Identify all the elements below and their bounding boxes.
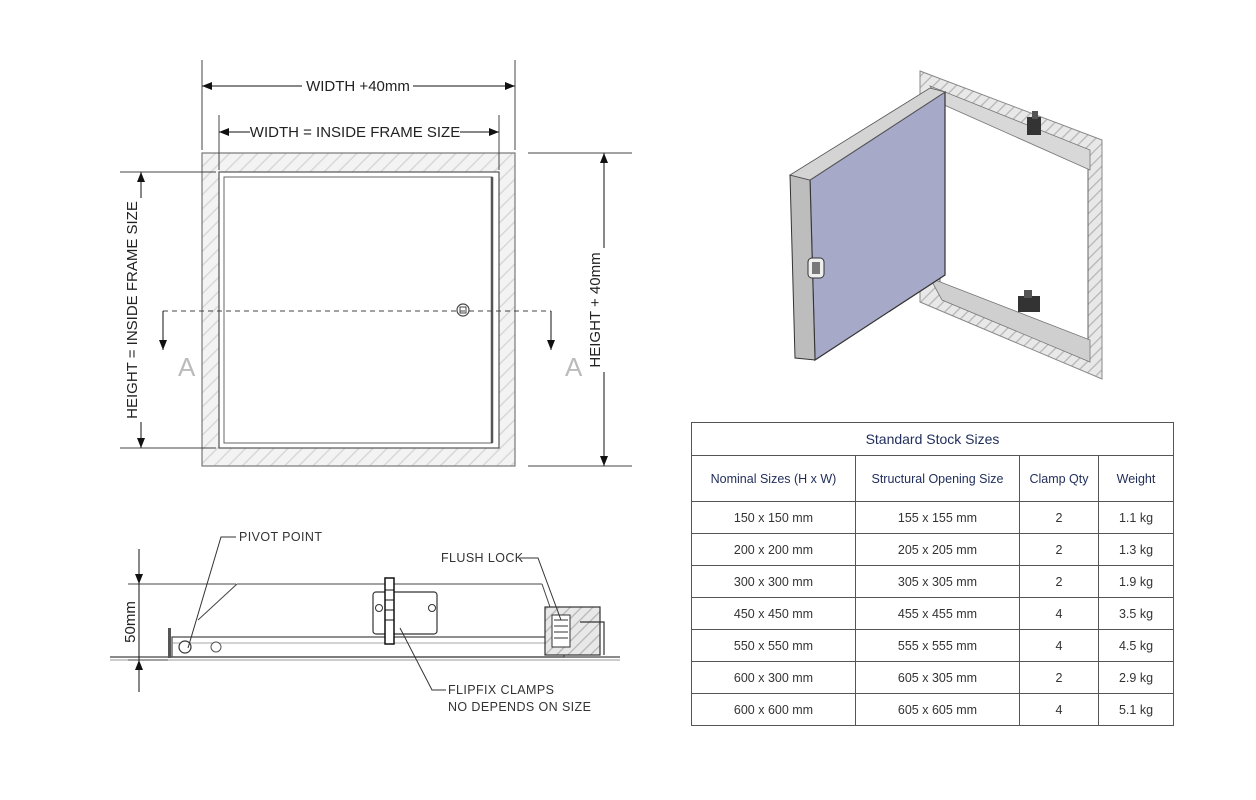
table-row (692, 662, 1174, 694)
cell-nominal: 150 x 150 mm (692, 502, 856, 534)
table-row (692, 598, 1174, 630)
cell-opening: 455 x 455 mm (856, 598, 1020, 630)
isometric-view (790, 71, 1102, 379)
table-row (692, 566, 1174, 598)
flush-lock-label: FLUSH LOCK (441, 551, 524, 565)
width-outer-label: WIDTH +40mm (306, 78, 410, 95)
flush-lock-icon (545, 607, 604, 655)
header-nominal-size: Nominal Sizes (H x W) (692, 456, 856, 502)
cell-weight: 2.9 kg (1099, 662, 1174, 694)
cell-weight: 1.1 kg (1099, 502, 1174, 534)
cell-clamp-qty: 2 (1020, 534, 1099, 566)
table-title: Standard Stock Sizes (692, 423, 1174, 456)
width-inner-label: WIDTH = INSIDE FRAME SIZE (249, 124, 461, 141)
table-row (692, 630, 1174, 662)
clamps-label-2: NO DEPENDS ON SIZE (448, 700, 592, 714)
cell-clamp-qty: 2 (1020, 502, 1099, 534)
height-outer-label: HEIGHT + 40mm (587, 252, 604, 368)
cell-opening: 605 x 305 mm (856, 662, 1020, 694)
depth-label: 50mm (122, 601, 139, 643)
cell-weight: 4.5 kg (1099, 630, 1174, 662)
cell-weight: 5.1 kg (1099, 694, 1174, 726)
door-panel (224, 177, 492, 443)
cell-opening: 555 x 555 mm (856, 630, 1020, 662)
cell-nominal: 200 x 200 mm (692, 534, 856, 566)
height-inner-label: HEIGHT = INSIDE FRAME SIZE (124, 201, 141, 419)
cell-clamp-qty: 2 (1020, 566, 1099, 598)
cell-clamp-qty: 4 (1020, 630, 1099, 662)
header-clamp-qty: Clamp Qty (1020, 456, 1099, 502)
section-view (110, 530, 620, 714)
section-label-right: A (565, 352, 583, 382)
cell-weight: 1.9 kg (1099, 566, 1174, 598)
cell-nominal: 550 x 550 mm (692, 630, 856, 662)
cell-opening: 205 x 205 mm (856, 534, 1020, 566)
pivot-point-label: PIVOT POINT (239, 530, 323, 544)
cell-clamp-qty: 4 (1020, 694, 1099, 726)
door-lock-icon (808, 258, 824, 278)
clamp-icon (373, 578, 437, 644)
clamps-label-1: FLIPFIX CLAMPS (448, 683, 555, 697)
cell-opening: 155 x 155 mm (856, 502, 1020, 534)
table-row (692, 694, 1174, 726)
cell-weight: 1.3 kg (1099, 534, 1174, 566)
lock-icon (457, 304, 469, 316)
section-label-left: A (178, 352, 196, 382)
cell-clamp-qty: 4 (1020, 598, 1099, 630)
cell-weight: 3.5 kg (1099, 598, 1174, 630)
cell-nominal: 600 x 600 mm (692, 694, 856, 726)
front-view (120, 60, 632, 466)
header-weight: Weight (1099, 456, 1174, 502)
table-row (692, 502, 1174, 534)
table-row (692, 534, 1174, 566)
cell-clamp-qty: 2 (1020, 662, 1099, 694)
cell-opening: 305 x 305 mm (856, 566, 1020, 598)
header-opening-size: Structural Opening Size (856, 456, 1020, 502)
cell-opening: 605 x 605 mm (856, 694, 1020, 726)
stock-sizes-table (691, 422, 1174, 726)
cell-nominal: 300 x 300 mm (692, 566, 856, 598)
cell-nominal: 600 x 300 mm (692, 662, 856, 694)
cell-nominal: 450 x 450 mm (692, 598, 856, 630)
